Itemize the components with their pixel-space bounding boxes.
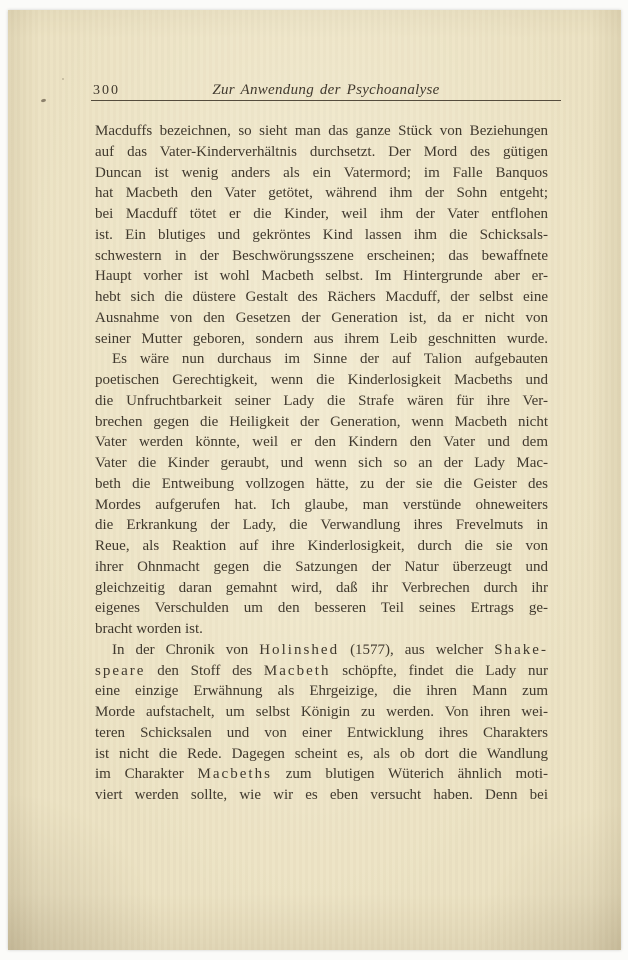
text-segment: ihrer Ohnmacht gegen die Satzungen der Natur überzeugt und: [95, 558, 548, 575]
header-rule: [91, 100, 561, 101]
text-line: [95, 515, 548, 536]
ink-speck: [41, 98, 47, 102]
text-segment: Vater werden könnte, weil er den Kindern den Vater und dem: [95, 434, 548, 451]
emphasized-word: Macbeth: [263, 662, 331, 679]
text-line: [95, 598, 548, 619]
text-segment: hebt sich die düstere Gestalt des Rächers Macduff, der selbst eine: [95, 289, 548, 305]
scanned-page: [8, 10, 621, 950]
text-line: [95, 204, 548, 225]
emphasized-word: Shake-: [494, 641, 548, 658]
text-segment: ist. Ein blutiges und gekröntes Kind lassen ihm die Schicksals-: [95, 226, 548, 243]
text-line: [95, 391, 548, 412]
text-line: [95, 744, 548, 765]
text-segment: zum blutigen Wüterich ähnlich moti-: [272, 766, 548, 783]
text-line: [95, 432, 548, 453]
text-line: [95, 495, 548, 516]
text-segment: Duncan ist wenig anders als ein Vatermord; im Falle Banquos: [95, 164, 548, 181]
text-line: [95, 412, 548, 433]
page-number: 300: [93, 83, 120, 98]
text-segment: gleichzeitig daran gemahnt wird, daß ihr Verbrechen durch ihr: [95, 579, 548, 596]
text-segment: seiner Mutter geboren, sondern aus ihrem Leib geschnitten wurde.: [95, 330, 548, 347]
text-segment: bei Macduff tötet er die Kinder, weil ihm der Vater entflohen: [95, 206, 548, 222]
text-line: [95, 536, 548, 557]
text-line: [95, 121, 548, 142]
text-line: [95, 308, 548, 329]
text-segment: ist nicht die Rede. Dagegen scheint es, als ob dort die Wandlung: [95, 745, 548, 762]
emphasized-word: Holinshed: [259, 641, 340, 658]
body-text: [95, 121, 548, 806]
text-line: [95, 349, 548, 370]
text-line: [95, 723, 548, 744]
text-segment: (1577), aus welcher: [339, 641, 495, 658]
text-line: [95, 225, 548, 246]
text-segment: den Stoff des: [145, 662, 264, 679]
text-line: [95, 578, 548, 599]
text-segment: Haupt vorher ist wohl Macbeth selbst. Im Hintergrunde aber er-: [95, 268, 548, 285]
text-segment: schwestern in der Beschwörungsszene erscheinen; das bewaffnete: [95, 247, 548, 264]
text-line: [95, 557, 548, 578]
text-line: [95, 785, 548, 806]
text-segment: viert werden sollte, wie wir es eben versucht haben. Denn bei: [95, 787, 548, 803]
text-line: [95, 474, 548, 495]
running-title: Zur Anwendung der Psychoanalyse: [212, 82, 440, 98]
text-line: [95, 453, 548, 474]
text-line: [95, 266, 548, 287]
text-segment: Reue, als Reaktion auf ihre Kinderlosigkeit, durch die sie von: [95, 538, 548, 554]
text-line: [95, 142, 548, 163]
text-line: [95, 370, 548, 391]
text-segment: Vater die Kinder geraubt, und wenn sich so an der Lady Mac-: [95, 455, 548, 471]
text-segment: Ausnahme von den Gesetzen der Generation ist, da er nicht von: [95, 309, 548, 326]
text-segment: schöpfte, findet die Lady nur: [330, 662, 548, 679]
text-segment: auf das Vater-Kinderverhältnis durchsetzt. Der Mord des gütigen: [95, 143, 548, 160]
text-segment: In der Chronik von: [112, 641, 260, 658]
text-segment: Es wäre nun durchaus im Sinne der auf Talion aufgebauten: [112, 351, 548, 368]
text-line: [95, 163, 548, 184]
text-segment: Morde aufstachelt, um selbst Königin zu werden. Von ihren wei-: [95, 704, 548, 720]
text-segment: im Charakter: [95, 766, 198, 783]
text-line: [95, 329, 548, 350]
text-segment: eine einzige Erwähnung als Ehrgeizige, die ihren Mann zum: [95, 683, 548, 700]
text-segment: die Erkrankung der Lady, die Verwandlung ihres Frevelmuts in: [95, 517, 548, 534]
text-segment: bracht worden ist.: [95, 621, 203, 637]
text-segment: hat Macbeth den Vater getötet, während ihm der Sohn entgeht;: [95, 185, 548, 202]
page-header: [91, 81, 561, 101]
emphasized-word: speare: [95, 662, 146, 679]
text-line: [95, 640, 548, 661]
text-segment: die Unfruchtbarkeit seiner Lady die Strafe wären für ihre Ver-: [95, 392, 548, 409]
text-line: [95, 764, 548, 785]
text-line: [95, 183, 548, 204]
text-line: [95, 661, 548, 682]
text-line: [95, 702, 548, 723]
ink-speck: [62, 78, 64, 80]
text-line: [95, 287, 548, 308]
text-segment: brechen gegen die Heiligkeit der Generation, wenn Macbeth nicht: [95, 413, 548, 430]
text-segment: beth die Entweibung vollzogen hätte, zu der sie die Geister des: [95, 475, 548, 492]
text-segment: teren Schicksalen und von einer Entwicklung ihres Charakters: [95, 724, 548, 741]
text-line: [95, 681, 548, 702]
emphasized-word: Macbeths: [197, 766, 273, 783]
text-segment: Mordes aufgerufen hat. Ich glaube, man verstünde ohneweiters: [95, 496, 548, 513]
text-segment: Macduffs bezeichnen, so sieht man das ganze Stück von Beziehungen: [95, 123, 548, 139]
text-segment: eigenes Verschulden um den besseren Teil seines Ertrags ge-: [95, 600, 548, 617]
text-line: [95, 619, 548, 640]
text-line: [95, 246, 548, 267]
text-segment: poetischen Gerechtigkeit, wenn die Kinderlosigkeit Macbeths und: [95, 372, 548, 388]
